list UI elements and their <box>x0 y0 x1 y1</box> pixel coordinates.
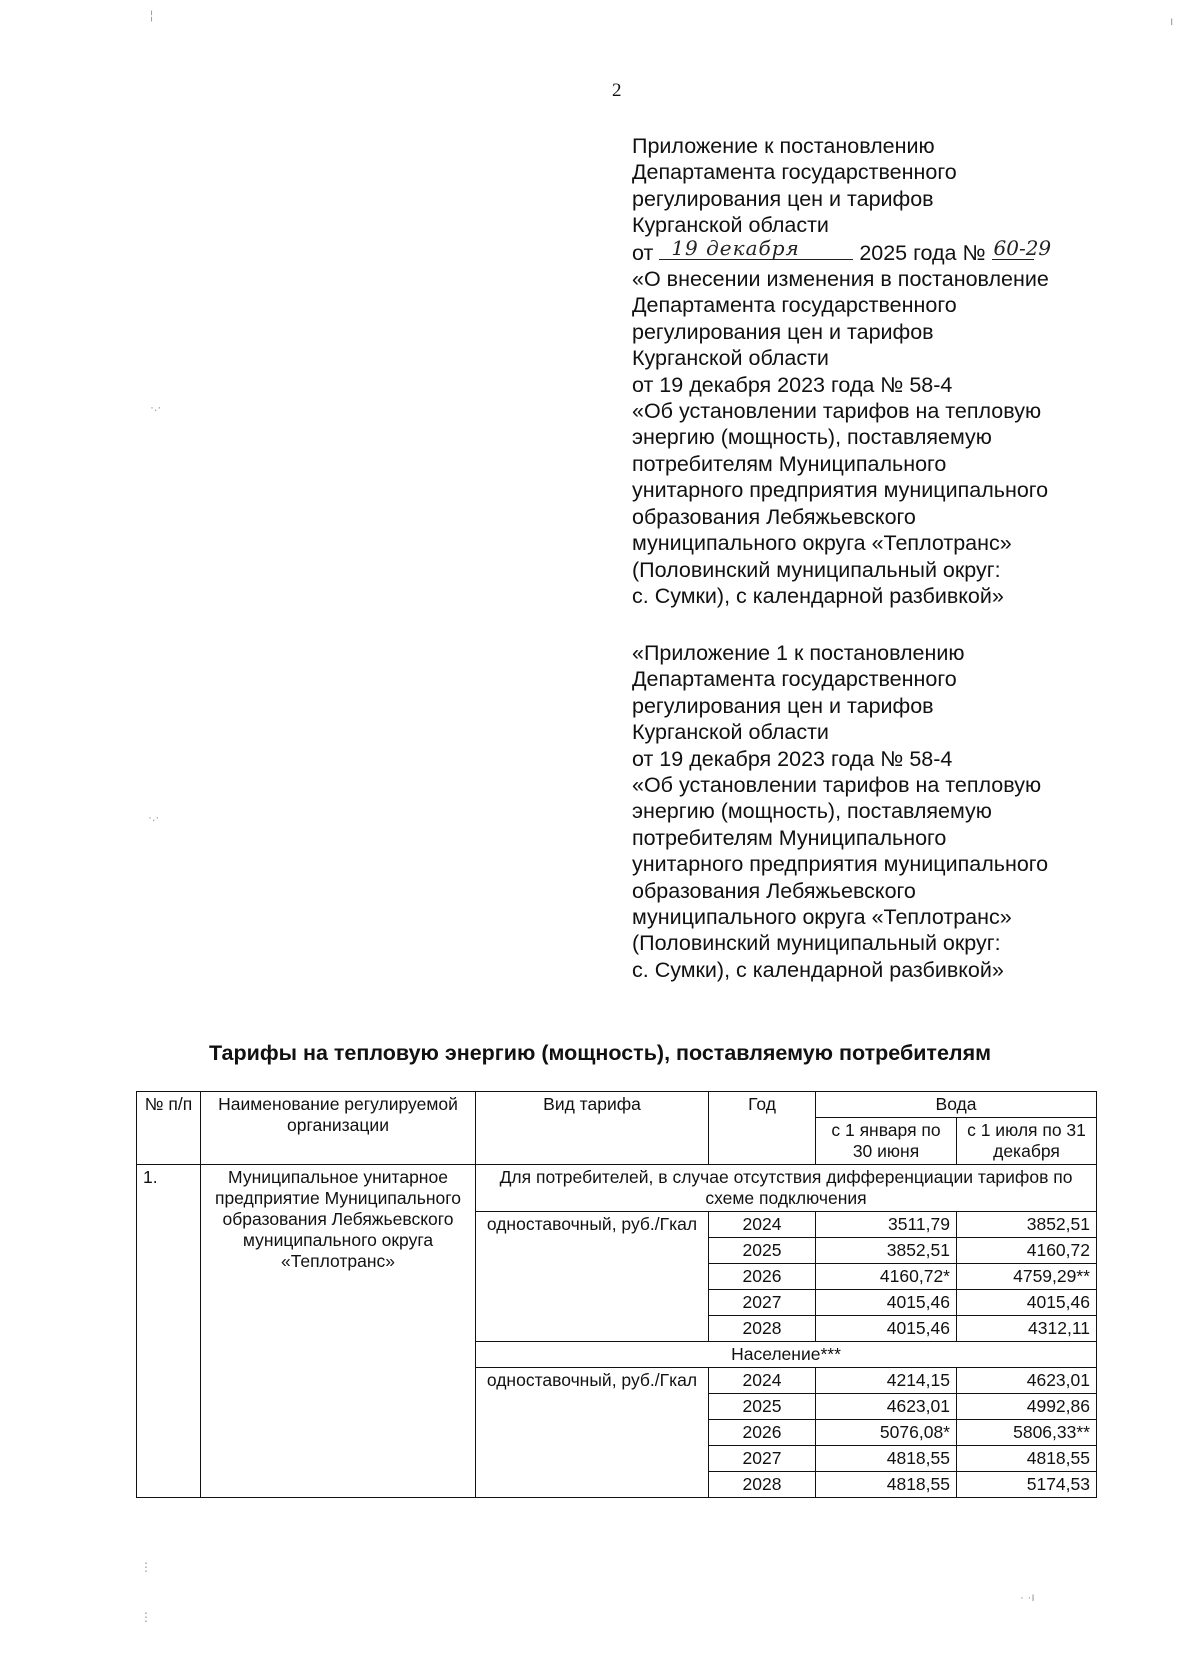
appendix-line: регулирования цен и тарифов <box>632 693 934 718</box>
year-cell: 2024 <box>709 1212 816 1238</box>
appendix-line: регулирования цен и тарифов <box>632 319 934 344</box>
appendix-line: потребителям Муниципального <box>632 451 947 476</box>
section-label: Для потребителей, в случае отсутствия дифференциации тарифов по схеме подключения <box>476 1165 1097 1212</box>
appendix-date-line <box>632 235 1052 266</box>
scan-mark: · ·ı <box>1020 1590 1035 1604</box>
header-tariff-type: Вид тарифа <box>476 1092 709 1165</box>
year-cell: 2028 <box>709 1472 816 1498</box>
value-cell: 5076,08* <box>816 1420 957 1446</box>
value-cell: 4015,46 <box>816 1290 957 1316</box>
value-cell: 3852,51 <box>957 1212 1097 1238</box>
section-label: Население*** <box>476 1342 1097 1368</box>
value-cell: 4015,46 <box>816 1316 957 1342</box>
appendix-line: Курганской области <box>632 213 829 238</box>
header-num: № п/п <box>137 1092 201 1165</box>
value-cell: 4623,01 <box>816 1394 957 1420</box>
year-cell: 2025 <box>709 1394 816 1420</box>
scan-mark: ⋮ <box>140 1560 152 1574</box>
value-cell: 5174,53 <box>957 1472 1097 1498</box>
value-cell: 4015,46 <box>957 1290 1097 1316</box>
year-cell: 2026 <box>709 1420 816 1446</box>
value-cell: 4818,55 <box>816 1472 957 1498</box>
value-cell: 5806,33** <box>957 1420 1097 1446</box>
value-cell: 3511,79 <box>816 1212 957 1238</box>
value-cell: 4312,11 <box>957 1316 1097 1342</box>
year-cell: 2027 <box>709 1446 816 1472</box>
appendix-line: Приложение к постановлению <box>632 134 935 158</box>
appendix-line: (Половинский муниципальный округ: <box>632 931 1001 956</box>
value-cell: 4623,01 <box>957 1368 1097 1394</box>
document-title: Тарифы на тепловую энергию (мощность), поставляемую потребителям <box>208 1041 992 1065</box>
appendix-line: образования Лебяжьевского <box>632 878 916 903</box>
year-cell: 2024 <box>709 1368 816 1394</box>
appendix-header-block <box>632 133 1052 609</box>
date-blank <box>659 235 853 260</box>
table-row <box>137 1165 1097 1212</box>
appendix-line: энергию (мощность), поставляемую <box>632 799 992 824</box>
appendix-line: (Половинский муниципальный округ: <box>632 557 1001 582</box>
appendix-line: Курганской области <box>632 346 829 371</box>
tariff-table <box>136 1091 1097 1498</box>
header-period-2: с 1 июля по 31 декабря <box>957 1118 1097 1165</box>
appendix-line: с. Сумки), с календарной разбивкой» <box>632 957 1004 982</box>
tariff-type: одноставочный, руб./Гкал <box>476 1368 709 1498</box>
year-cell: 2027 <box>709 1290 816 1316</box>
scan-mark: ¦ <box>150 8 154 22</box>
header-water: Вода <box>816 1092 1097 1118</box>
appendix-line: «О внесении изменения в постановление <box>632 267 1049 292</box>
appendix-line: Департамента государственного <box>632 667 957 692</box>
table-header-row <box>137 1092 1097 1118</box>
appendix-line: Департамента государственного <box>632 293 957 318</box>
appendix-line: регулирования цен и тарифов <box>632 186 934 211</box>
appendix-line: от 19 декабря 2023 года № 58-4 <box>632 372 953 397</box>
scan-mark: ⋮ <box>140 1610 152 1624</box>
appendix-line: муниципального округа «Теплотранс» <box>632 531 1012 556</box>
number-blank <box>992 235 1052 260</box>
year-text: 2025 года № <box>859 240 986 265</box>
value-cell: 3852,51 <box>816 1238 957 1264</box>
appendix-line: с. Сумки), с календарной разбивкой» <box>632 583 1004 608</box>
scan-mark: ·.· <box>150 400 162 414</box>
appendix-1-block <box>632 640 1048 983</box>
header-period-1: с 1 января по 30 июня <box>816 1118 957 1165</box>
appendix-line: унитарного предприятия муниципального <box>632 478 1049 503</box>
year-cell: 2026 <box>709 1264 816 1290</box>
appendix-line: потребителям Муниципального <box>632 825 947 850</box>
value-cell: 4214,15 <box>816 1368 957 1394</box>
appendix-line: Курганской области <box>632 720 829 745</box>
year-cell: 2028 <box>709 1316 816 1342</box>
scan-mark: ·.· <box>148 810 160 824</box>
handwritten-number: 60-29 <box>993 235 1052 260</box>
value-cell: 4160,72* <box>816 1264 957 1290</box>
value-cell: 4818,55 <box>816 1446 957 1472</box>
appendix-line: «Приложение 1 к постановлению <box>632 641 965 665</box>
value-cell: 4818,55 <box>957 1446 1097 1472</box>
scan-mark: ı <box>1170 14 1174 28</box>
header-year: Год <box>709 1092 816 1165</box>
appendix-line: от 19 декабря 2023 года № 58-4 <box>632 746 953 771</box>
organization-name: Муниципальное унитарное предприятие Муниципального образования Лебяжьевского муниципального округа «Теплотранс» <box>201 1165 476 1498</box>
header-org: Наименование регулируемой организации <box>201 1092 476 1165</box>
value-cell: 4160,72 <box>957 1238 1097 1264</box>
handwritten-date: 19 декабря <box>671 235 800 260</box>
value-cell: 4759,29** <box>957 1264 1097 1290</box>
appendix-line: муниципального округа «Теплотранс» <box>632 905 1012 930</box>
page-number: 2 <box>612 80 622 101</box>
appendix-line: «Об установлении тарифов на тепловую <box>632 773 1042 798</box>
appendix-line: энергию (мощность), поставляемую <box>632 425 992 450</box>
appendix-line: Департамента государственного <box>632 160 957 185</box>
appendix-line: унитарного предприятия муниципального <box>632 852 1049 877</box>
row-number: 1. <box>137 1165 201 1498</box>
tariff-type: одноставочный, руб./Гкал <box>476 1212 709 1342</box>
value-cell: 4992,86 <box>957 1394 1097 1420</box>
appendix-line: образования Лебяжьевского <box>632 504 916 529</box>
year-cell: 2025 <box>709 1238 816 1264</box>
appendix-line: «Об установлении тарифов на тепловую <box>632 399 1042 424</box>
date-prefix: от <box>632 240 654 265</box>
